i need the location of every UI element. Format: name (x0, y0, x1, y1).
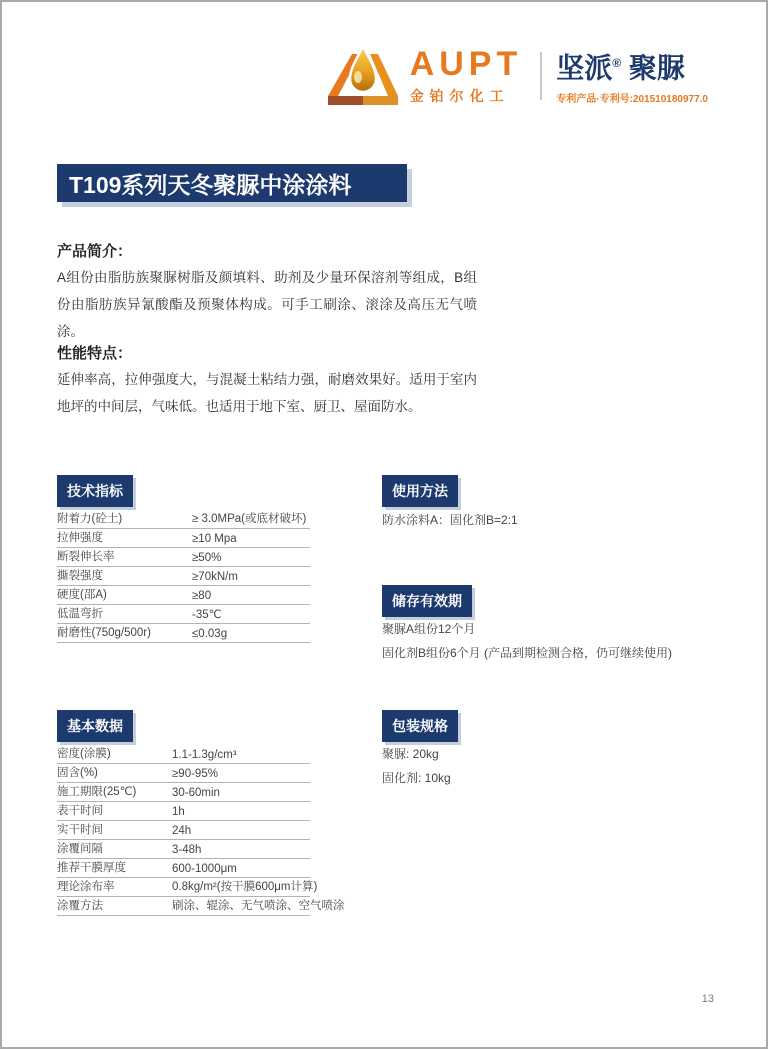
tech-specs-table (57, 510, 310, 643)
spec-value: 24h (172, 825, 192, 837)
company-logo (326, 44, 523, 108)
spec-value: 3-48h (172, 844, 202, 856)
spec-label: 硬度(邵A) (57, 589, 107, 601)
header (326, 44, 708, 108)
spec-value: 0.8kg/m²(按干膜600μm计算) (172, 881, 318, 893)
features-body: 延伸率高，拉伸强度大，与混凝土粘结力强，耐磨效果好。适用于室内地坪的中间层，气味低。也适用于地下室、厨卫、屋面防水。 (57, 372, 477, 414)
storage-line: 固化剂B组份6个月 (产品到期检测合格，仍可继续使用) (382, 646, 673, 660)
table-row (57, 624, 310, 643)
spec-value: 1h (172, 806, 185, 818)
table-row (57, 897, 345, 916)
features-heading: 性能特点： (57, 345, 133, 362)
table-row (57, 783, 310, 802)
table-row (57, 802, 310, 821)
spec-label: 撕裂强度 (57, 570, 103, 582)
logo-droplet-triangle-icon (326, 44, 400, 108)
table-row (57, 586, 310, 605)
brand-name: 坚派® 聚脲 (556, 52, 685, 84)
spec-value: ≥50% (192, 552, 222, 564)
spec-value: ≤0.03g (192, 628, 228, 640)
storage-line: 聚脲A组份12个月 (382, 622, 476, 636)
spec-label: 表干时间 (57, 805, 103, 817)
spec-label: 涂覆方法 (57, 900, 103, 912)
logo-wordmark: AUPT (409, 45, 523, 83)
spec-value: 1.1-1.3g/cm³ (172, 749, 237, 761)
packaging-line: 聚脲: 20kg (382, 747, 439, 761)
spec-label: 涂覆间隔 (57, 843, 103, 855)
usage-badge: 使用方法 (382, 475, 458, 507)
page-number: 13 (701, 993, 714, 1005)
logo-company-name: 金铂尔化工 (409, 88, 510, 104)
spec-value: ≥80 (192, 590, 212, 602)
packaging-badge: 包装规格 (382, 710, 458, 742)
page-title: T109系列天冬聚脲中涂涂料 (57, 164, 407, 202)
tech-specs-badge: 技术指标 (57, 475, 133, 507)
brand-block (556, 47, 708, 104)
spec-value: ≥70kN/m (192, 571, 238, 583)
usage-body: 防水涂料A：固化剂B=2:1 (382, 513, 518, 527)
spec-label: 耐磨性(750g/500r) (57, 627, 151, 639)
spec-value: 600-1000μm (172, 863, 237, 875)
basic-data-badge: 基本数据 (57, 710, 133, 742)
table-row (57, 548, 310, 567)
table-row (57, 567, 310, 586)
spec-value: ≥90-95% (172, 768, 218, 780)
intro-heading: 产品简介： (57, 243, 133, 260)
registered-trademark-icon: ® (612, 56, 622, 71)
storage-body (382, 617, 672, 665)
table-row (57, 529, 310, 548)
table-row (57, 859, 310, 878)
spec-label: 推荐干膜厚度 (57, 862, 126, 874)
spec-value: ≥ 3.0MPa(或底材破坏) (192, 513, 307, 525)
table-row (57, 745, 310, 764)
basic-data-table (57, 745, 345, 916)
spec-value: 30-60min (172, 787, 220, 799)
spec-label: 断裂伸长率 (57, 551, 115, 563)
spec-value: 刷涂、辊涂、无气喷涂、空气喷涂 (172, 900, 345, 912)
header-divider (540, 52, 542, 100)
spec-value: ≥10 Mpa (192, 533, 237, 545)
spec-label: 密度(涂膜) (57, 748, 111, 760)
table-row (57, 510, 310, 529)
spec-label: 实干时间 (57, 824, 103, 836)
spec-label: 附着力(砼土) (57, 513, 123, 525)
spec-label: 施工期限(25℃) (57, 786, 137, 798)
table-row (57, 878, 318, 897)
table-row (57, 840, 310, 859)
packaging-body (382, 742, 451, 790)
spec-label: 低温弯折 (57, 608, 103, 620)
spec-label: 固含(%) (57, 767, 98, 779)
patent-line: 专利产品·专利号:201510180977.0 (556, 93, 708, 105)
intro-body: A组份由脂肪族聚脲树脂及颜填料、助剂及少量环保溶剂等组成，B组份由脂肪族异氰酸酯及预聚体构成。可手工刷涂、滚涂及高压无气喷涂。 (57, 270, 477, 339)
spec-value: -35℃ (192, 609, 222, 621)
table-row (57, 821, 310, 840)
spec-label: 理论涂布率 (57, 881, 115, 893)
storage-badge: 储存有效期 (382, 585, 472, 617)
packaging-line: 固化剂: 10kg (382, 771, 451, 785)
table-row (57, 764, 310, 783)
spec-label: 拉伸强度 (57, 532, 103, 544)
table-row (57, 605, 310, 624)
